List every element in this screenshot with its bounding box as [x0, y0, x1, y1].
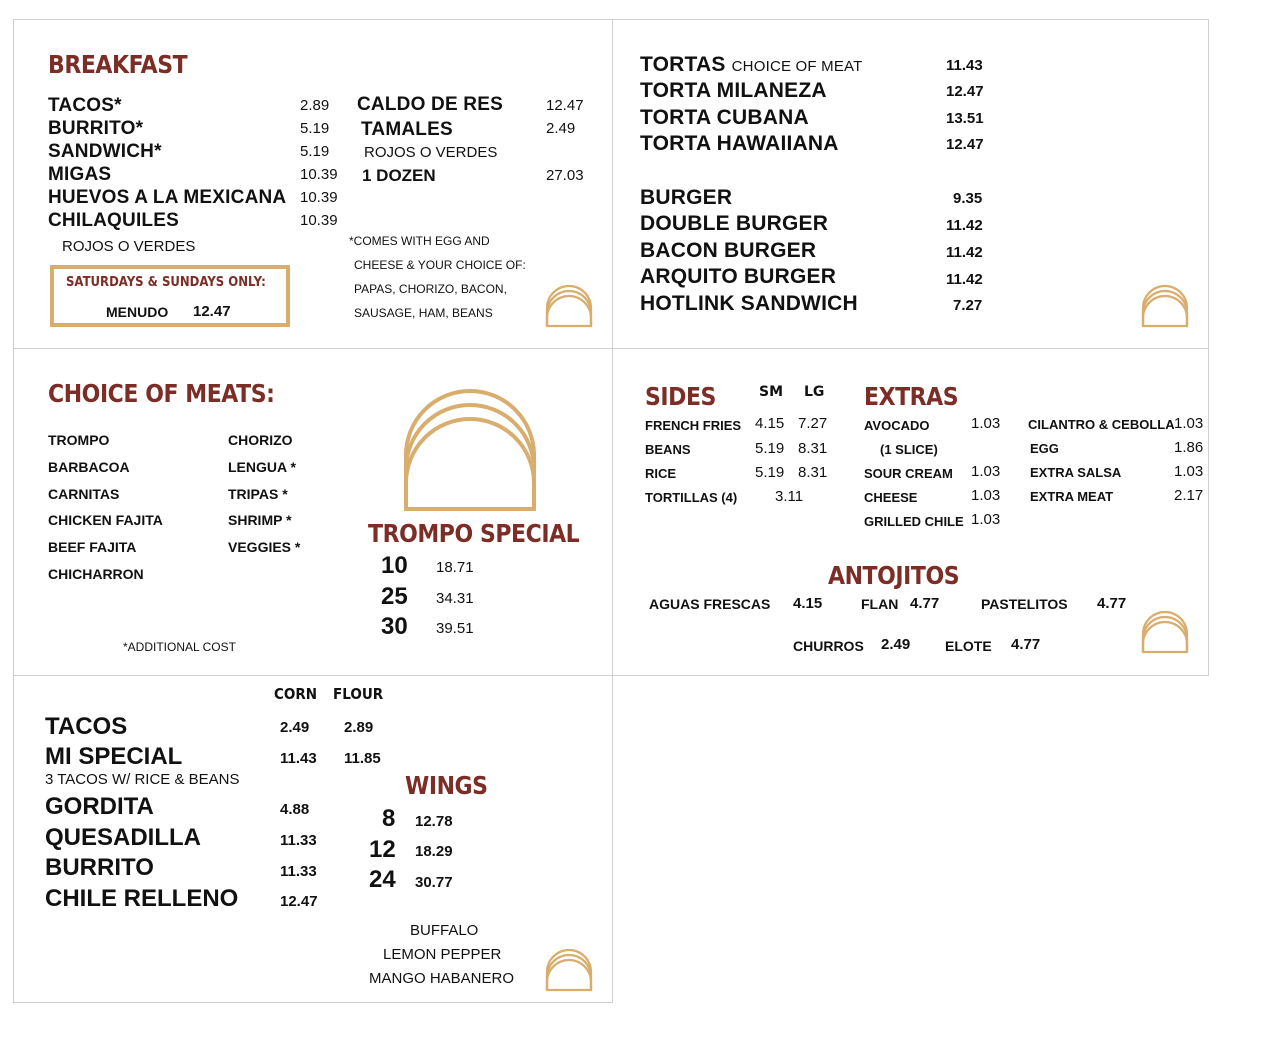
menu-item-name: 1 DOZEN [362, 166, 436, 185]
taco-arch-icon [1140, 282, 1190, 328]
flour-header: FLOUR [333, 685, 384, 703]
special-qty: 30 [381, 613, 408, 640]
menu-item-price: 11.42 [946, 217, 983, 234]
menu-item-price: 5.19 [300, 120, 330, 137]
breakfast-title: BREAKFAST [48, 50, 188, 79]
extra-price: 1.86 [1174, 439, 1204, 456]
menu-item-name: BURRITO [45, 854, 154, 881]
sides-lg-header: LG [804, 384, 825, 400]
side-lg-price: 8.31 [798, 440, 828, 457]
meat-option: CHICKEN FAJITA [48, 512, 163, 528]
antojito-price: 4.77 [910, 595, 940, 612]
antojito-item: PASTELITOS [981, 596, 1068, 612]
meat-option: SHRIMP * [228, 512, 292, 528]
menu-item-name: BACON BURGER [640, 239, 817, 262]
meats-panel [13, 348, 613, 676]
side-lg-price: 8.31 [798, 464, 828, 481]
antojito-item: AGUAS FRESCAS [649, 596, 771, 612]
flour-price: 2.89 [344, 719, 374, 736]
menu-item-price: 10.39 [300, 189, 338, 206]
menu-item-price: 10.39 [300, 212, 338, 229]
menu-item-price: 11.33 [280, 863, 317, 880]
corn-price: 2.49 [280, 719, 310, 736]
extra-item: (1 SLICE) [880, 442, 938, 457]
menu-item-name: TACOS [45, 713, 128, 740]
menu-item-name: CHILAQUILES [48, 210, 179, 231]
wings-qty: 24 [369, 866, 396, 893]
antojito-item: ELOTE [945, 638, 992, 654]
footnote-line: *COMES WITH EGG AND [349, 234, 490, 248]
menu-item-price: 9.35 [953, 190, 983, 207]
wings-title: WINGS [405, 771, 488, 800]
menu-item-name: BURGER [640, 186, 733, 209]
extra-item: AVOCADO [864, 418, 930, 433]
wings-qty: 8 [382, 805, 396, 832]
taco-arch-icon [402, 389, 538, 513]
wings-price: 12.78 [415, 813, 453, 830]
menu-item-price: 11.42 [946, 271, 983, 288]
corn-price: 11.43 [280, 750, 317, 767]
side-lg-price: 7.27 [798, 415, 828, 432]
tacos-wings-panel [13, 675, 613, 1003]
corn-header: CORN [274, 685, 318, 703]
menu-item-name: DOUBLE BURGER [640, 212, 829, 235]
menu-item-name: TACOS* [48, 95, 122, 116]
menu-item-price: 12.47 [946, 136, 984, 153]
menu-item-name: TAMALES [361, 119, 453, 140]
special-price: 18.71 [436, 559, 474, 576]
additional-cost-note: *ADDITIONAL COST [123, 640, 236, 654]
menu-item-price: 12.47 [280, 893, 318, 910]
meat-option: TROMPO [48, 432, 110, 448]
menu-item-price: 2.49 [546, 120, 576, 137]
extra-price: 1.03 [971, 487, 1001, 504]
menu-item-name: TORTAS CHOICE OF MEAT [640, 53, 863, 76]
menu-item-name: TORTA CUBANA [640, 106, 809, 129]
wings-price: 18.29 [415, 843, 453, 860]
menu-item-price: 11.42 [946, 244, 983, 261]
sides-sm-header: SM [759, 384, 784, 400]
menu-item-name: BURRITO* [48, 118, 144, 139]
antojito-item: CHURROS [793, 638, 864, 654]
extra-item: SOUR CREAM [864, 466, 953, 481]
side-item: BEANS [645, 442, 691, 457]
menu-item-price: 7.27 [953, 297, 983, 314]
menu-item-price: 5.19 [300, 143, 330, 160]
wing-flavor: BUFFALO [410, 922, 479, 939]
extra-item: CILANTRO & CEBOLLA [1028, 417, 1175, 432]
footnote-line: SAUSAGE, HAM, BEANS [354, 306, 493, 320]
meat-option: TRIPAS * [228, 486, 288, 502]
menu-item-price: 2.89 [300, 97, 330, 114]
extra-item: CHEESE [864, 490, 918, 505]
menu-item-name: TORTA HAWAIIANA [640, 132, 839, 155]
menu-item-price: 13.51 [946, 110, 984, 127]
item-note: ROJOS O VERDES [62, 238, 196, 255]
side-price: 3.11 [775, 488, 804, 505]
menu-item-name: MI SPECIAL [45, 743, 183, 770]
side-item: TORTILLAS (4) [645, 490, 738, 505]
menu-item-name: HOTLINK SANDWICH [640, 292, 858, 315]
menu-item-name: QUESADILLA [45, 824, 201, 851]
special-price: 34.31 [436, 590, 474, 607]
antojito-price: 4.77 [1011, 636, 1041, 653]
menu-item-price: 11.43 [946, 57, 983, 74]
meat-option: BEEF FAJITA [48, 539, 137, 555]
menu-item-price: 12.47 [946, 83, 984, 100]
menu-item-name: CALDO DE RES [357, 94, 503, 115]
tortas-panel [612, 19, 1209, 349]
taco-arch-icon [1140, 608, 1190, 654]
meat-option: LENGUA * [228, 459, 296, 475]
meats-title: CHOICE OF MEATS: [48, 379, 275, 408]
wings-price: 30.77 [415, 874, 453, 891]
extra-price: 1.03 [1174, 463, 1204, 480]
trompo-special-title: TROMPO SPECIAL [368, 519, 580, 548]
sides-extras-panel [612, 348, 1209, 676]
meat-option: CHICHARRON [48, 566, 144, 582]
wing-flavor: LEMON PEPPER [383, 946, 502, 963]
weekend-price: 12.47 [193, 303, 231, 320]
extra-price: 1.03 [971, 415, 1001, 432]
extra-item: EXTRA MEAT [1030, 489, 1114, 504]
extra-price: 1.03 [971, 463, 1001, 480]
weekend-item: MENUDO [106, 304, 169, 320]
breakfast-panel [13, 19, 613, 349]
extras-title: EXTRAS [864, 382, 959, 411]
side-item: RICE [645, 466, 677, 481]
meat-option: CARNITAS [48, 486, 120, 502]
menu-item-price: 12.47 [546, 97, 584, 114]
meat-option: VEGGIES * [228, 539, 301, 555]
taco-arch-icon [544, 946, 594, 992]
footnote-line: CHEESE & YOUR CHOICE OF: [354, 258, 526, 272]
antojito-item: FLAN [861, 596, 899, 612]
menu-item-price: 27.03 [546, 167, 584, 184]
wings-qty: 12 [369, 836, 396, 863]
menu-item-name: CHILE RELLENO [45, 885, 239, 912]
menu-item-name: ARQUITO BURGER [640, 265, 837, 288]
side-sm-price: 5.19 [755, 440, 785, 457]
menu-item-name: HUEVOS A LA MEXICANA [48, 187, 287, 208]
antojito-price: 2.49 [881, 636, 911, 653]
side-sm-price: 5.19 [755, 464, 785, 481]
weekend-special-box [50, 265, 290, 327]
extra-price: 1.03 [1174, 415, 1204, 432]
special-price: 39.51 [436, 620, 474, 637]
wing-flavor: MANGO HABANERO [369, 970, 515, 987]
meat-option: BARBACOA [48, 459, 130, 475]
antojito-price: 4.15 [793, 595, 823, 612]
taco-arch-icon [544, 282, 594, 328]
special-qty: 10 [381, 552, 408, 579]
extra-item: GRILLED CHILE [864, 514, 964, 529]
item-note: 3 TACOS W/ RICE & BEANS [45, 771, 240, 788]
flour-price: 11.85 [344, 750, 381, 767]
menu-item-name: TORTA MILANEZA [640, 79, 827, 102]
menu-item-name: GORDITA [45, 793, 154, 820]
sides-title: SIDES [645, 382, 716, 411]
menu-item-name: MIGAS [48, 164, 112, 185]
menu-item-price: 10.39 [300, 166, 338, 183]
extra-price: 1.03 [971, 511, 1001, 528]
extra-item: EXTRA SALSA [1030, 465, 1122, 480]
special-qty: 25 [381, 583, 408, 610]
item-note: ROJOS O VERDES [364, 144, 498, 161]
extra-item: EGG [1030, 441, 1059, 456]
menu-item-price: 4.88 [280, 801, 310, 818]
footnote-line: PAPAS, CHORIZO, BACON, [354, 282, 507, 296]
weekend-header: SATURDAYS & SUNDAYS ONLY: [66, 275, 266, 290]
antojitos-title: ANTOJITOS [828, 561, 960, 590]
extra-price: 2.17 [1174, 487, 1204, 504]
side-item: FRENCH FRIES [645, 418, 742, 433]
menu-item-price: 11.33 [280, 832, 317, 849]
meat-option: CHORIZO [228, 432, 293, 448]
side-sm-price: 4.15 [755, 415, 785, 432]
menu-item-name: SANDWICH* [48, 141, 162, 162]
antojito-price: 4.77 [1097, 595, 1127, 612]
item-note: CHOICE OF MEAT [731, 58, 863, 75]
